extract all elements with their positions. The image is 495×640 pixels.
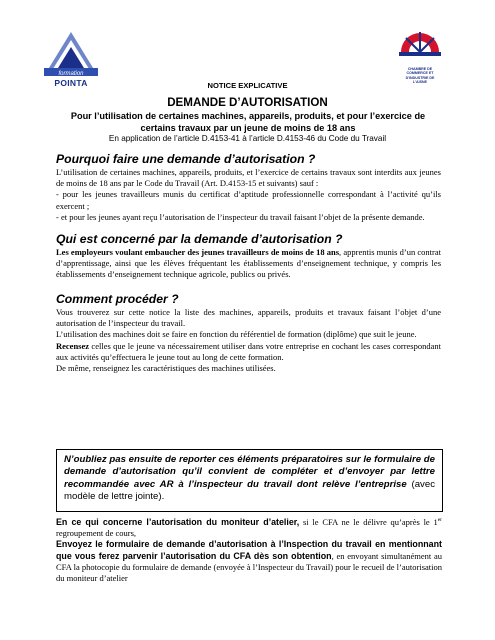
moniteur-p1-bold: En ce qui concerne l’autorisation du moniteur d’atelier, [56,517,300,527]
section-why-body [56,167,441,223]
moniteur-p1-sup: er [437,517,442,524]
pointa-logo [40,30,102,86]
svg-text:formation: formation [58,71,84,77]
notice-label: NOTICE EXPLICATIVE [207,81,288,90]
section-how-heading: Comment procéder ? [56,292,179,306]
cci-line-1: CHAMBRE DE [407,67,433,71]
document-subtitle: Pour l’utilisation de certaines machines, appareils, produits, et pour l’exercice de certains travaux par un jeune de moins de 18 ans [70,111,426,133]
document-title: DEMANDE D’AUTORISATION [167,96,328,109]
cci-line-2: COMMERCE ET [406,71,434,76]
section-who-heading: Qui est concerné par la demande d’autorisation ? [56,232,343,246]
section-how-p3-rest: celles que le jeune va nécessairement utiliser dans votre entreprise en cochant les cases correspondant aux activités qu’effectuera le jeune tout au long de cette formation. [56,340,441,362]
cci-line-4: L'AISNE [412,79,428,84]
section-who-bold: Les employeurs voulant embaucher des jeunes travailleurs de moins de 18 ans [56,247,340,257]
reminder-box [56,449,443,512]
moniteur-p1-rest-a: si le CFA ne le délivre qu’après le 1 [299,517,438,527]
section-who-body [56,247,441,281]
pointa-logo-graphic [40,30,102,80]
section-how-p1: Vous trouverez sur cette notice la liste des machines, appareils, produits et travaux faisant l’objet d’une autorisation de l’inspecteur du travail. [56,307,441,329]
section-how-p4: De même, renseignez les caractéristiques des machines utilisées. [56,363,276,374]
section-why-heading: Pourquoi faire une demande d’autorisation ? [56,152,316,166]
cci-line-3: D'INDUSTRIE DE [405,75,435,80]
section-why-bullet-1: - pour les jeunes travailleurs munis du certificat d’aptitude professionnelle correspondant à l’activité qu’ils exercent ; [56,189,441,211]
cci-logo-graphic [395,22,445,66]
reminder-bold-italic: N’oubliez pas ensuite de reporter ces éléments préparatoires sur le formulaire de demande d’autorisation qu’il convient de compléter et d’envoyer par lettre recommandée avec AR à l’inspecteur du travail dont relève l’entreprise [64,454,435,490]
section-why-bullet-2: - et pour les jeunes ayant reçu l’autorisation de l’inspecteur du travail faisant l’objet de la présente demande. [56,211,425,222]
moniteur-section [56,517,442,584]
legal-reference: En application de l’article D.4153-41 à l’article D.4153-46 du Code du Travail [108,134,387,143]
moniteur-p2-bold: Envoyez le formulaire de demande d’autorisation à l’Inspection du travail en mentionnant que vous ferez parvenir l’autorisation du CFA dès son obtention [56,539,442,561]
reminder-regular: (avec modèle de lettre jointe). [64,478,435,503]
section-how-body [56,307,441,374]
section-how-p3-bold: Recensez [56,340,90,351]
moniteur-p2-rest: , en envoyant simultanément au CFA la photocopie du formulaire de demande (envoyée à l’Inspecteur du Travail) pour le recueil de l’autorisation du moniteur d’atelier [56,550,442,584]
section-who-rest: , apprentis munis d’un contrat d’apprentissage, ainsi que les élèves fréquentant les établissements d’enseignement technique, y compris les établissements d’enseignement technique agricole, publics ou privés. [56,247,441,280]
cci-logo [395,22,445,102]
section-why-intro: L’utilisation de certaines machines, appareils, produits, et l’exercice de certains travaux sont interdits aux jeunes de moins de 18 ans par le Code du Travail (Art. D.4153-15 et suivants) sauf : [56,167,441,189]
moniteur-p1-rest-b: regroupement de cours, [56,528,137,539]
section-how-p2: L’utilisation des machines doit se faire en fonction du référentiel de formation (diplôme) que suit le jeune. [56,329,417,340]
pointa-logo-text: POINTA [54,78,88,88]
